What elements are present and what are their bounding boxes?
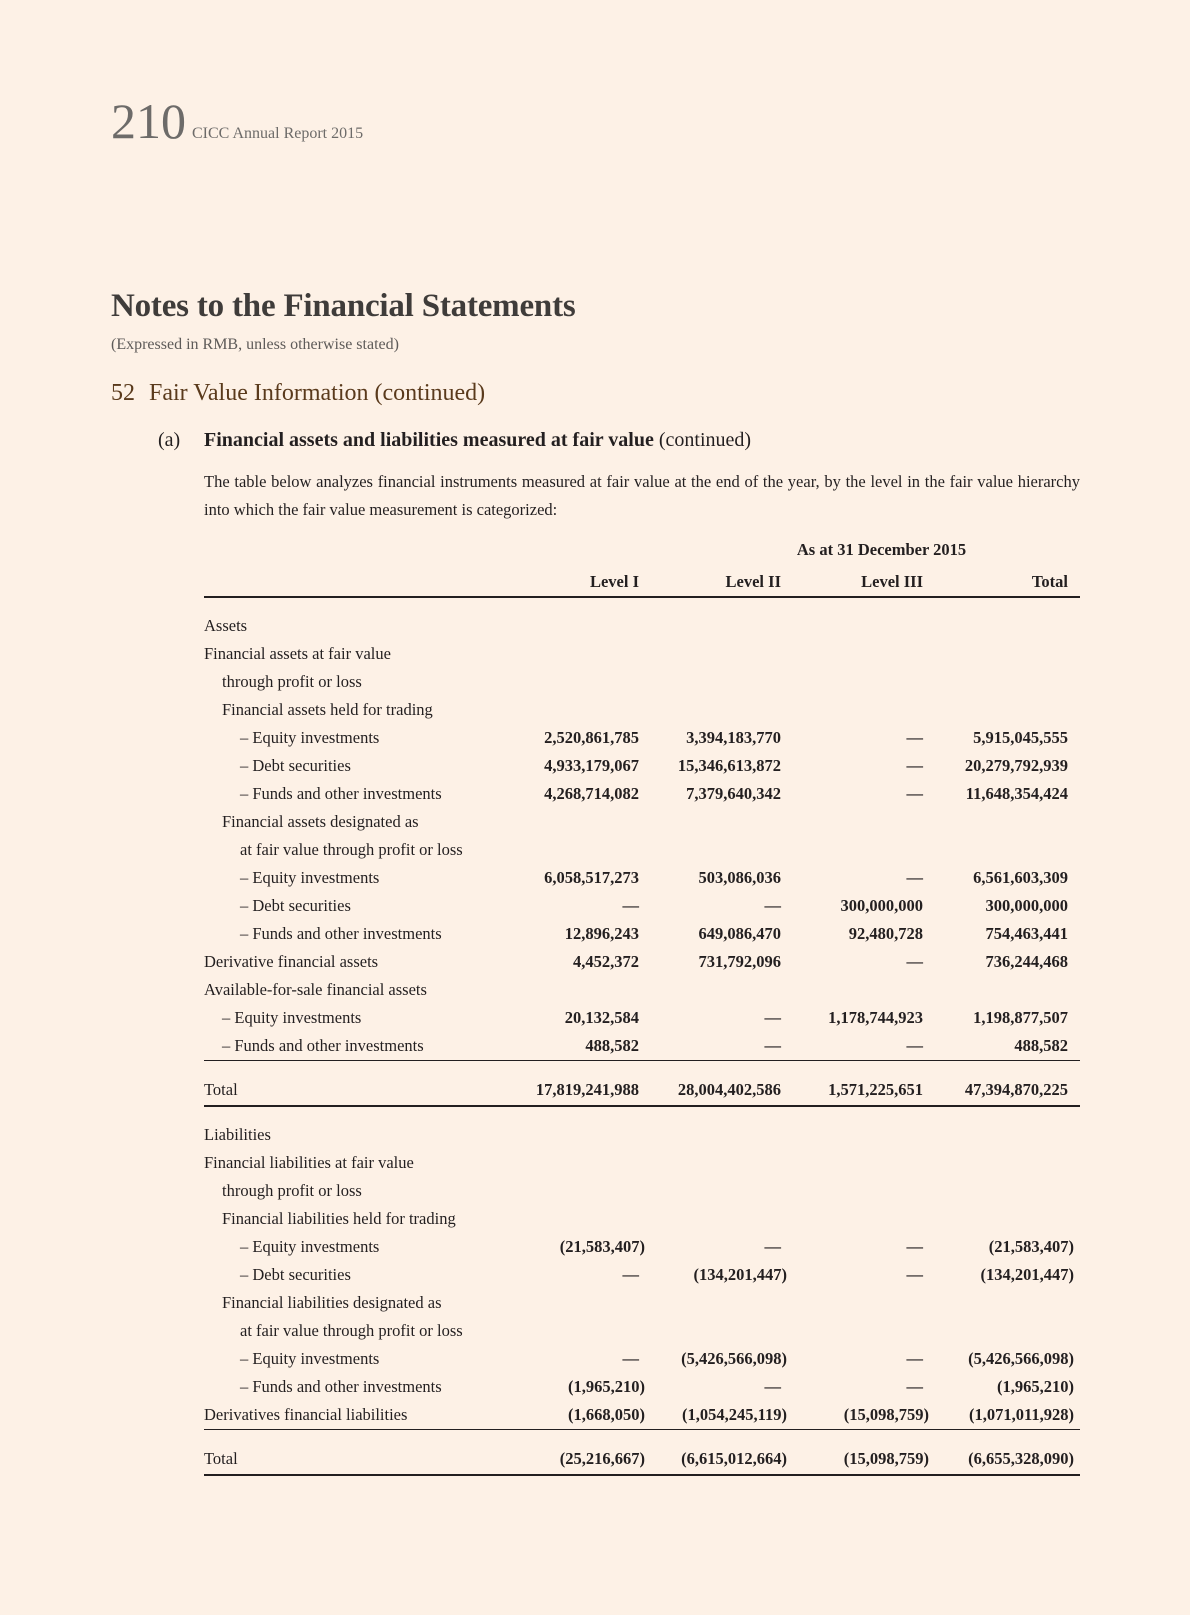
level-1-value: (25,216,667) [509, 1444, 651, 1475]
total-value: 47,394,870,225 [935, 1075, 1080, 1106]
level-1-value [509, 640, 651, 668]
level-1-value [509, 696, 651, 724]
row-label: – Debt securities [240, 896, 351, 915]
liability-row [204, 1345, 1080, 1373]
level-3-value [793, 808, 935, 836]
level-1-value: 12,896,243 [564, 924, 639, 943]
level-3-value [793, 668, 935, 696]
level-2-value [651, 696, 793, 724]
page-title: Notes to the Financial Statements [111, 288, 576, 324]
total-value [935, 640, 1080, 668]
level-3-value: 92,480,728 [848, 924, 923, 943]
row-label: – Funds and other investments [204, 1032, 509, 1061]
asset-row [204, 948, 1080, 976]
level-2-value: 15,346,613,872 [677, 756, 781, 775]
level-2-value: 649,086,470 [698, 924, 781, 943]
row-label: Financial assets designated as [222, 812, 419, 831]
row-label: – Debt securities [240, 756, 351, 775]
level-3-value [793, 976, 935, 1004]
row-label: Financial liabilities designated as [222, 1293, 442, 1312]
total-value: (5,426,566,098) [968, 1349, 1074, 1368]
spacer-row [204, 1430, 1080, 1445]
level-3-value [793, 1205, 935, 1233]
row-label: through profit or loss [222, 1181, 362, 1200]
level-2-value: 3,394,183,770 [686, 728, 781, 747]
level-1-value [509, 976, 651, 1004]
level-3-value [793, 1121, 935, 1149]
asset-row [204, 724, 1080, 752]
level-3-value: (15,098,759) [793, 1401, 935, 1430]
subsection-heading [158, 429, 751, 452]
column-header-level-1: Level I [509, 568, 651, 597]
total-value: 300,000,000 [985, 896, 1068, 915]
level-2-value [651, 1205, 793, 1233]
level-3-value: — [906, 868, 923, 887]
level-2-value [651, 808, 793, 836]
level-1-value [509, 1149, 651, 1177]
level-1-value: (1,965,210) [568, 1377, 645, 1396]
row-label: – Equity investments [240, 1349, 380, 1368]
level-1-value [509, 1205, 651, 1233]
total-value: (21,583,407) [988, 1237, 1074, 1256]
level-2-value: (134,201,447) [693, 1265, 787, 1284]
asset-row [204, 920, 1080, 948]
level-3-value [793, 696, 935, 724]
period-label: As at 31 December 2015 [796, 540, 967, 559]
total-value [935, 1149, 1080, 1177]
row-label: – Equity investments [222, 1008, 362, 1027]
row-label: Total [204, 1075, 509, 1106]
level-1-value: 4,933,179,067 [544, 756, 639, 775]
total-value: (1,071,011,928) [935, 1401, 1080, 1430]
row-label: – Equity investments [240, 868, 380, 887]
total-value: (1,965,210) [997, 1377, 1074, 1396]
level-3-value [793, 1149, 935, 1177]
level-2-value [651, 668, 793, 696]
level-2-value: 7,379,640,342 [686, 784, 781, 803]
liability-row [204, 1373, 1080, 1401]
level-3-value: 300,000,000 [840, 896, 923, 915]
level-3-value: — [906, 756, 923, 775]
asset-row [204, 668, 1080, 696]
asset-row [204, 808, 1080, 836]
level-2-value [651, 836, 793, 864]
level-3-value: 1,571,225,651 [793, 1075, 935, 1106]
level-2-value: — [764, 896, 781, 915]
row-label: – Funds and other investments [240, 924, 442, 943]
column-header-level-2: Level II [651, 568, 793, 597]
level-2-value [651, 612, 793, 640]
total-value [935, 1177, 1080, 1205]
total-value [935, 1317, 1080, 1345]
level-1-value [509, 808, 651, 836]
level-3-value: — [906, 784, 923, 803]
level-1-value [509, 1177, 651, 1205]
spacer-row [204, 597, 1080, 612]
subsection-title: Financial assets and liabilities measured at fair value [204, 429, 654, 451]
total-value: 11,648,354,424 [965, 784, 1068, 803]
assets-total-row [204, 1075, 1080, 1106]
level-2-value: (1,054,245,119) [651, 1401, 793, 1430]
level-2-value [651, 1149, 793, 1177]
level-1-value [509, 1289, 651, 1317]
liability-row [204, 1205, 1080, 1233]
total-value: (134,201,447) [980, 1265, 1074, 1284]
total-value [935, 808, 1080, 836]
level-3-value [793, 836, 935, 864]
total-value [935, 1289, 1080, 1317]
asset-row [204, 1004, 1080, 1032]
level-3-value: — [906, 728, 923, 747]
level-2-value: 731,792,096 [698, 952, 781, 971]
liability-row [204, 1289, 1080, 1317]
asset-row [204, 640, 1080, 668]
level-2-value [651, 1121, 793, 1149]
total-value [935, 1121, 1080, 1149]
level-2-value: — [651, 1032, 793, 1061]
level-2-value: (5,426,566,098) [681, 1349, 787, 1368]
level-3-value [793, 640, 935, 668]
level-3-value [793, 1177, 935, 1205]
total-value: 736,244,468 [985, 952, 1068, 971]
row-label: Derivative financial assets [204, 952, 379, 971]
level-3-value: 1,178,744,923 [828, 1008, 923, 1027]
level-2-value [651, 1317, 793, 1345]
spacer-row [204, 1061, 1080, 1076]
liability-row [204, 1177, 1080, 1205]
asset-row [204, 780, 1080, 808]
table-header-row [204, 568, 1080, 597]
page-header [111, 93, 364, 149]
column-header-label [204, 568, 509, 597]
row-label: Assets [204, 616, 248, 635]
liability-row [204, 1121, 1080, 1149]
level-2-value [651, 976, 793, 1004]
row-label: Available-for-sale financial assets [204, 980, 427, 999]
level-3-value: — [906, 1349, 923, 1368]
total-value [935, 612, 1080, 640]
level-2-value: 28,004,402,586 [651, 1075, 793, 1106]
liability-row [204, 1401, 1080, 1430]
level-1-value: 4,268,714,082 [544, 784, 639, 803]
total-value: 1,198,877,507 [973, 1008, 1068, 1027]
level-1-value: 2,520,861,785 [544, 728, 639, 747]
section-heading [111, 380, 485, 407]
row-label: at fair value through profit or loss [240, 1321, 463, 1340]
level-1-value: 20,132,584 [564, 1008, 639, 1027]
asset-row [204, 696, 1080, 724]
total-value [935, 668, 1080, 696]
level-3-value: — [906, 1237, 923, 1256]
row-label: – Equity investments [240, 1237, 380, 1256]
asset-row [204, 1032, 1080, 1061]
row-label: – Debt securities [240, 1265, 351, 1284]
total-value: 5,915,045,555 [973, 728, 1068, 747]
fair-value-hierarchy-table [204, 568, 1080, 1476]
row-label: Financial liabilities held for trading [222, 1209, 456, 1228]
level-1-value: (21,583,407) [559, 1237, 645, 1256]
asset-row [204, 612, 1080, 640]
column-header-total: Total [935, 568, 1080, 597]
level-1-value: — [622, 896, 639, 915]
asset-row [204, 864, 1080, 892]
page-subtitle: (Expressed in RMB, unless otherwise stated) [111, 336, 399, 353]
liabilities-total-row [204, 1444, 1080, 1475]
level-2-value: — [764, 1008, 781, 1027]
row-label: – Funds and other investments [240, 784, 442, 803]
page-number: 210 [111, 93, 186, 149]
level-1-value: — [622, 1265, 639, 1284]
subsection-label: (a) [158, 429, 181, 451]
row-label: through profit or loss [222, 672, 362, 691]
row-label: – Equity investments [240, 728, 380, 747]
liability-row [204, 1317, 1080, 1345]
level-2-value: — [764, 1377, 781, 1396]
row-label: – Funds and other investments [240, 1377, 442, 1396]
liability-row [204, 1233, 1080, 1261]
asset-row [204, 976, 1080, 1004]
total-value [935, 836, 1080, 864]
level-2-value [651, 1289, 793, 1317]
level-3-value [793, 1289, 935, 1317]
level-3-value: — [793, 1032, 935, 1061]
total-value [935, 976, 1080, 1004]
level-2-value: (6,615,012,664) [651, 1444, 793, 1475]
spacer-row [204, 1106, 1080, 1121]
row-label: Liabilities [204, 1125, 271, 1144]
row-label: at fair value through profit or loss [240, 840, 463, 859]
level-2-value: 503,086,036 [698, 868, 781, 887]
level-3-value: (15,098,759) [793, 1444, 935, 1475]
level-1-value: 488,582 [509, 1032, 651, 1061]
row-label: Total [204, 1444, 509, 1475]
level-1-value [509, 612, 651, 640]
level-1-value [509, 1317, 651, 1345]
table-body [204, 597, 1080, 1475]
total-value: 488,582 [935, 1032, 1080, 1061]
row-label: Financial liabilities at fair value [204, 1153, 414, 1172]
section-title: Fair Value Information (continued) [149, 380, 486, 406]
row-label: Financial assets held for trading [222, 700, 433, 719]
level-1-value: 17,819,241,988 [509, 1075, 651, 1106]
total-value: 6,561,603,309 [973, 868, 1068, 887]
report-name: CICC Annual Report 2015 [192, 125, 364, 142]
asset-row [204, 752, 1080, 780]
intro-paragraph: The table below analyzes financial instruments measured at fair value at the end of the year, by the level in the fair value hierarchy into which the fair value measurement is categorized: [204, 472, 1080, 519]
level-2-value [651, 640, 793, 668]
level-2-value: — [764, 1237, 781, 1256]
level-1-value [509, 668, 651, 696]
level-1-value [509, 1121, 651, 1149]
row-label: Financial assets at fair value [204, 644, 391, 663]
level-1-value [509, 836, 651, 864]
level-1-value: (1,668,050) [509, 1401, 651, 1430]
total-value: 754,463,441 [985, 924, 1068, 943]
asset-row [204, 836, 1080, 864]
total-value: 20,279,792,939 [964, 756, 1068, 775]
table-period-header [204, 540, 1080, 568]
asset-row [204, 892, 1080, 920]
liability-row [204, 1149, 1080, 1177]
column-header-level-3: Level III [793, 568, 935, 597]
total-value [935, 696, 1080, 724]
level-1-value: 4,452,372 [573, 952, 639, 971]
section-number: 52 [111, 380, 135, 406]
subsection-suffix: (continued) [653, 429, 752, 451]
level-3-value [793, 1317, 935, 1345]
level-3-value: — [906, 1377, 923, 1396]
level-3-value: — [906, 952, 923, 971]
level-3-value [793, 612, 935, 640]
row-label: Derivatives financial liabilities [204, 1401, 509, 1430]
level-1-value: — [622, 1349, 639, 1368]
level-2-value [651, 1177, 793, 1205]
level-3-value: — [906, 1265, 923, 1284]
liability-row [204, 1261, 1080, 1289]
total-value: (6,655,328,090) [935, 1444, 1080, 1475]
level-1-value: 6,058,517,273 [544, 868, 639, 887]
total-value [935, 1205, 1080, 1233]
